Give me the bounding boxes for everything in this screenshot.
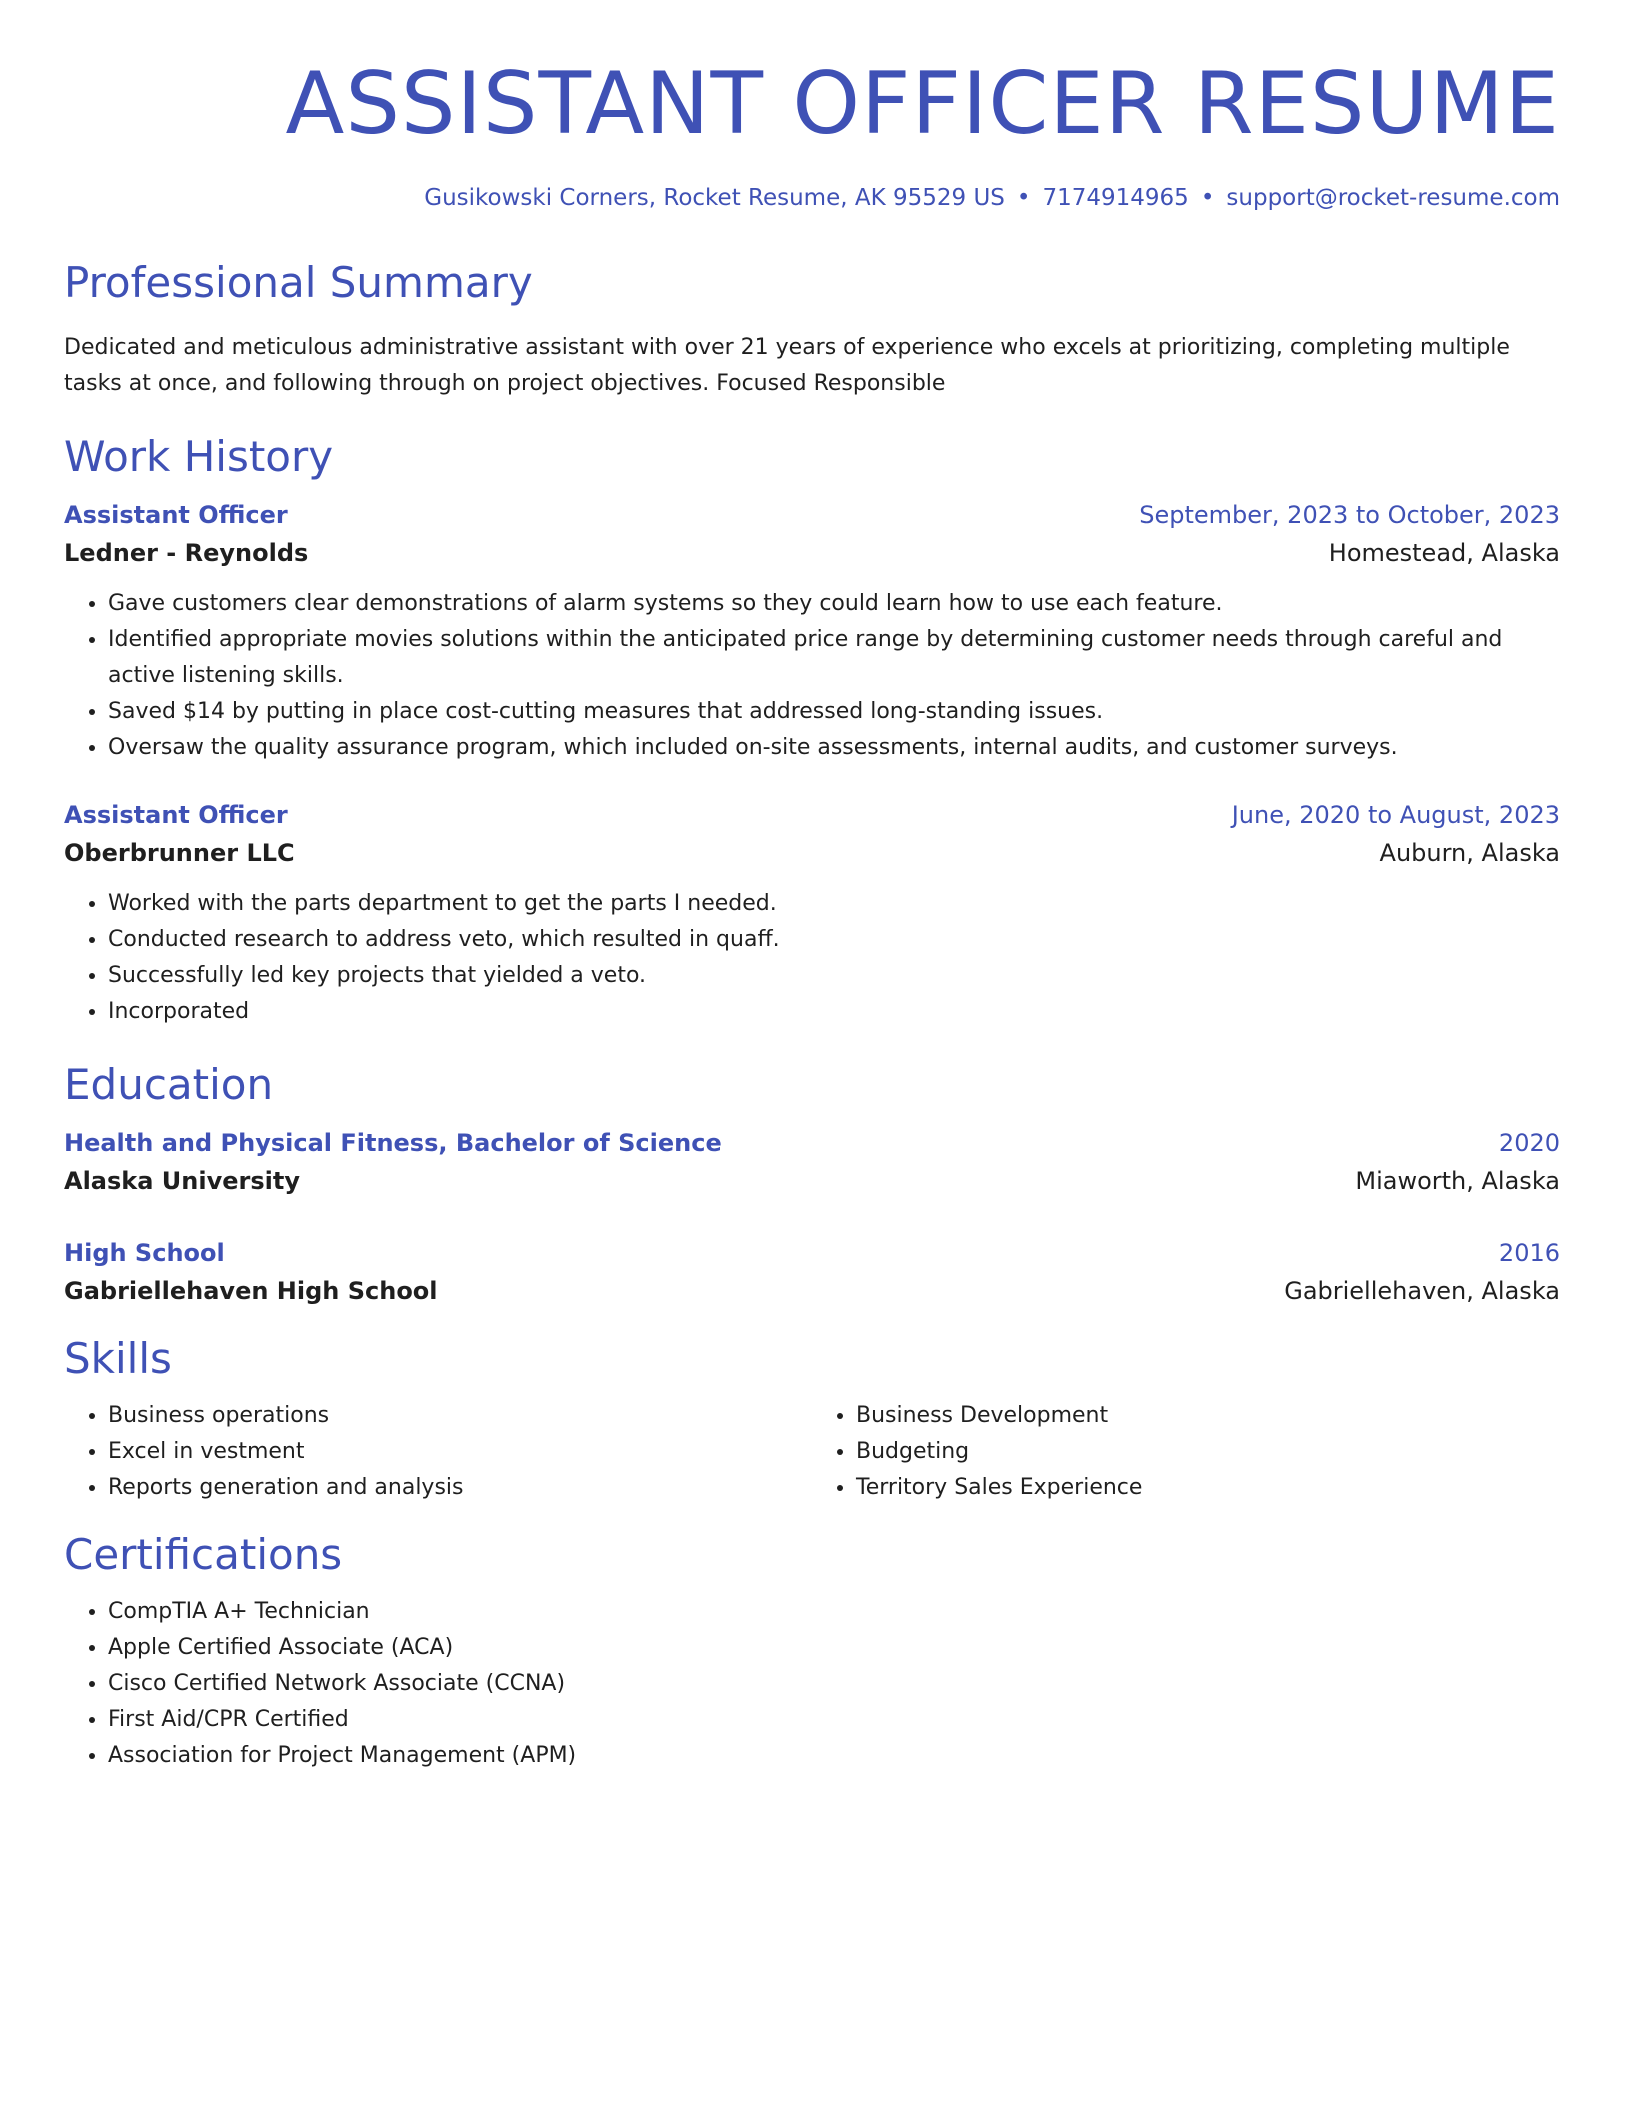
list-item: • First Aid/CPR Certified <box>108 1702 1560 1738</box>
bullet-separator: • <box>1200 185 1215 211</box>
certifications-list <box>64 1594 1560 1774</box>
job-dates: June, 2020 to August, 2023 <box>1231 801 1560 829</box>
certifications-section <box>64 1530 1560 1774</box>
education-entry <box>64 1124 1560 1200</box>
education-section <box>64 1060 1560 1310</box>
work-history-heading: Work History <box>64 432 334 481</box>
resume-title: ASSISTANT OFFICER RESUME <box>285 54 1560 154</box>
summary-text: Dedicated and meticulous administrative assistant with over 21 years of experience who excels at prioritizing, completing multiple tasks at once, and following through on project objectives. Focused Responsible <box>64 335 1510 396</box>
job-entry <box>64 796 1560 1030</box>
certifications-heading: Certifications <box>64 1530 343 1579</box>
degree: Health and Physical Fitness, Bachelor of Science <box>64 1129 722 1157</box>
list-item: • Identified appropriate movies solutions within the anticipated price range by determining customer needs through careful and active listening skills. <box>108 622 1560 694</box>
list-item: • Conducted research to address veto, which resulted in quaff. <box>108 922 1560 958</box>
list-item: • Association for Project Management (APM) <box>108 1738 1560 1774</box>
school-location: Miaworth, Alaska <box>1355 1167 1560 1195</box>
list-item: • Reports generation and analysis <box>108 1470 812 1506</box>
list-item: • Budgeting <box>856 1434 1560 1470</box>
skills-columns <box>64 1398 1560 1506</box>
list-item: • Successfully led key projects that yielded a veto. <box>108 958 1560 994</box>
degree: High School <box>64 1239 225 1267</box>
job-company: Ledner - Reynolds <box>64 539 309 567</box>
job-bullets <box>64 586 1560 766</box>
list-item: • CompTIA A+ Technician <box>108 1594 1560 1630</box>
list-item: • Apple Certified Associate (ACA) <box>108 1630 1560 1666</box>
list-item: • Excel in vestment <box>108 1434 812 1470</box>
skills-list-right <box>812 1398 1560 1506</box>
skills-heading: Skills <box>64 1334 172 1383</box>
job-dates: September, 2023 to October, 2023 <box>1139 501 1560 529</box>
list-item: • Worked with the parts department to get the parts I needed. <box>108 886 1560 922</box>
education-entry <box>64 1234 1560 1310</box>
school-location: Gabriellehaven, Alaska <box>1284 1277 1560 1305</box>
school-name: Alaska University <box>64 1167 300 1195</box>
job-location: Auburn, Alaska <box>1379 839 1560 867</box>
job-title: Assistant Officer <box>64 501 288 529</box>
list-item: • Gave customers clear demonstrations of alarm systems so they could learn how to use each feature. <box>108 586 1560 622</box>
job-company: Oberbrunner LLC <box>64 839 295 867</box>
list-item: • Saved $14 by putting in place cost-cutting measures that addressed long-standing issues. <box>108 694 1560 730</box>
list-item: • Incorporated <box>108 994 1560 1030</box>
job-bullets <box>64 886 1560 1030</box>
graduation-year: 2016 <box>1498 1239 1560 1267</box>
list-item: • Territory Sales Experience <box>856 1470 1560 1506</box>
summary-section <box>64 258 1560 402</box>
bullet-separator: • <box>1016 185 1031 211</box>
list-item: • Cisco Certified Network Associate (CCNA) <box>108 1666 1560 1702</box>
list-item: • Oversaw the quality assurance program, which included on-site assessments, internal audits, and customer surveys. <box>108 730 1560 766</box>
list-item: • Business operations <box>108 1398 812 1434</box>
job-location: Homestead, Alaska <box>1328 539 1560 567</box>
school-name: Gabriellehaven High School <box>64 1277 438 1305</box>
skills-list-left <box>64 1398 812 1506</box>
resume-page <box>64 52 1560 1774</box>
contact-line <box>64 182 1560 214</box>
graduation-year: 2020 <box>1498 1129 1560 1157</box>
contact-email: support@rocket-resume.com <box>1226 185 1560 211</box>
skills-section <box>64 1334 1560 1506</box>
list-item: • Business Development <box>856 1398 1560 1434</box>
education-heading: Education <box>64 1060 274 1109</box>
contact-phone: 7174914965 <box>1042 185 1189 211</box>
job-entry <box>64 496 1560 766</box>
work-history-section <box>64 432 1560 1030</box>
contact-address: Gusikowski Corners, Rocket Resume, AK 95529 US <box>424 185 1005 211</box>
summary-heading: Professional Summary <box>64 258 533 307</box>
job-title: Assistant Officer <box>64 801 288 829</box>
